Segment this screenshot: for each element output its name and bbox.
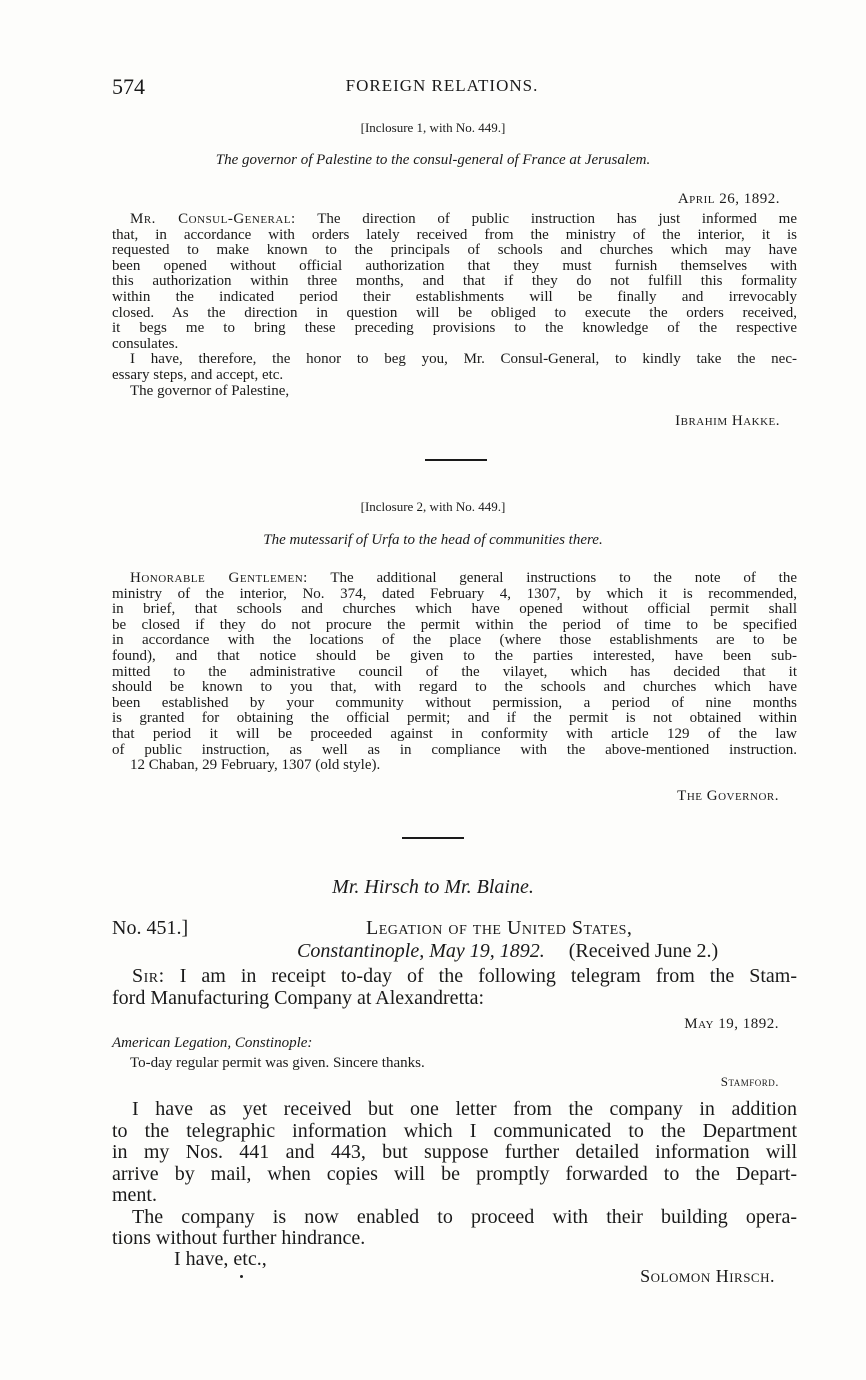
salutation: Mr. Consul-General: [130, 211, 296, 227]
section-divider [425, 459, 487, 461]
body-text: The direction of public instruction has just informed me [295, 211, 797, 227]
body-line: consulates. [112, 335, 179, 352]
legation-heading: Legation of the United States, [366, 917, 633, 939]
inclosure-2-body [112, 571, 797, 774]
body-line: ment. [112, 1184, 157, 1206]
signature-text: Ibrahim Hakke. [675, 413, 780, 429]
body-line [112, 212, 797, 228]
body-line: essary steps, and accept, etc. [112, 366, 284, 383]
body-line: in my Nos. 441 and 443, but suppose further detailed information will [112, 1141, 797, 1163]
inclosure-1-label: [Inclosure 1, with No. 449.] [360, 120, 506, 135]
letter-title: Mr. Hirsch to Mr. Blaine. [332, 876, 534, 898]
body-line [112, 571, 797, 587]
body-line: in brief, that schools and churches which have opened without official permit shall [112, 601, 797, 618]
letter-body [112, 1099, 797, 1250]
page-number: 574 [112, 74, 145, 99]
salutation: Honorable Gentlemen: [130, 570, 308, 586]
telegram-text: To-day regular permit was given. Sincere thanks. [130, 1055, 425, 1071]
inclosure-2-caption: The mutessarif of Urfa to the head of communities there. [263, 532, 603, 548]
place-date-line [297, 941, 718, 963]
body-line: arrive by mail, when copies will be promptly forwarded to the Depart- [112, 1162, 797, 1185]
salutation: Sir: [132, 965, 165, 987]
body-text: The additional general instructions to the note of the [307, 570, 797, 586]
signature-text: Solomon Hirsch. [640, 1266, 775, 1286]
letter-signature [112, 1266, 775, 1288]
place-date: Constantinople, May 19, 1892. [297, 940, 545, 962]
inclosure-2-signature [112, 789, 779, 805]
body-line: been established by your community without permission, a period of nine months [112, 694, 797, 711]
body-line: that, in accordance with orders lately received from the ministry of the interior, it is [112, 226, 797, 243]
telegram-date [112, 1017, 779, 1033]
body-line: mitted to the administrative council of the vilayet, which has decided that it [112, 663, 797, 680]
body-line: within the indicated period their establishments will be finally and irrevocably [112, 288, 797, 305]
body-line: The company is now enabled to proceed with their building opera- [132, 1205, 797, 1228]
inclosure-1-signature [112, 414, 780, 430]
body-line: requested to make known to the principals of schools and churches which may have [112, 242, 797, 259]
body-text: I am in receipt to-day of the following telegram from the Stam- [164, 965, 797, 987]
closing-line: The governor of Palestine, [130, 382, 290, 399]
body-line [112, 966, 797, 988]
body-line: to the telegraphic information which I communicated to the Department [112, 1119, 797, 1142]
dispatch-number: No. 451.] [112, 917, 189, 939]
section-divider [402, 837, 464, 839]
body-line: ministry of the interior, No. 374, dated February 4, 1307, by which it is recommended, [112, 585, 797, 602]
date-text: April 26, 1892. [677, 191, 780, 207]
body-line: of public instruction, as well as in compliance with the above-mentioned instruction. [112, 741, 797, 758]
signature-text: Stamford. [720, 1074, 779, 1089]
body-line: is granted for obtaining the official permit; and if the permit is not obtained within [112, 710, 797, 727]
telegram-signature [112, 1074, 779, 1091]
inclosure-1-date [112, 192, 780, 208]
body-line: I have as yet received but one letter from the company in addition [132, 1098, 797, 1120]
body-line: this authorization within three months, and that if they do not fulfill this formality [112, 273, 797, 290]
body-line: tions without further hindrance. [112, 1227, 366, 1249]
body-line: been opened without official authorization that they must furnish themselves with [112, 257, 797, 274]
body-line: closed. As the direction in question will be obliged to execute the orders received, [112, 304, 797, 321]
date-text: May 19, 1892. [684, 1016, 779, 1032]
inclosure-1-body [112, 212, 797, 399]
body-line: found), and that notice should be given to the parties interested, have been sub- [112, 647, 797, 664]
body-line: it begs me to bring these preceding provisions to the knowledge of the respective [112, 320, 797, 337]
inclosure-2-label: [Inclosure 2, with No. 449.] [360, 499, 506, 514]
received-date: (Received June 2.) [568, 940, 719, 962]
signature-text: The Governor. [677, 788, 779, 804]
letter-closing: I have, etc., [174, 1248, 267, 1270]
telegram-address: American Legation, Constinople: [112, 1035, 313, 1051]
letter-intro [112, 966, 797, 1009]
body-line: in accordance with the locations of the place (where those establishments are to be [112, 632, 797, 649]
body-line: be closed if they do not procure the permit within the period of time to be specified [112, 616, 797, 633]
inclosure-1-caption: The governor of Palestine to the consul-general of France at Jerusalem. [215, 152, 651, 168]
body-line: I have, therefore, the honor to beg you, Mr. Consul-General, to kindly take the nec- [130, 351, 797, 368]
body-line: ford Manufacturing Company at Alexandretta: [112, 986, 485, 1009]
body-line: should be known to you that, with regard to the schools and churches which have [112, 679, 797, 696]
body-line: that period it will be proceeded against in conformity with article 129 of the law [112, 725, 797, 742]
dateline: 12 Chaban, 29 February, 1307 (old style). [130, 757, 381, 774]
running-title: FOREIGN RELATIONS. [345, 76, 539, 95]
